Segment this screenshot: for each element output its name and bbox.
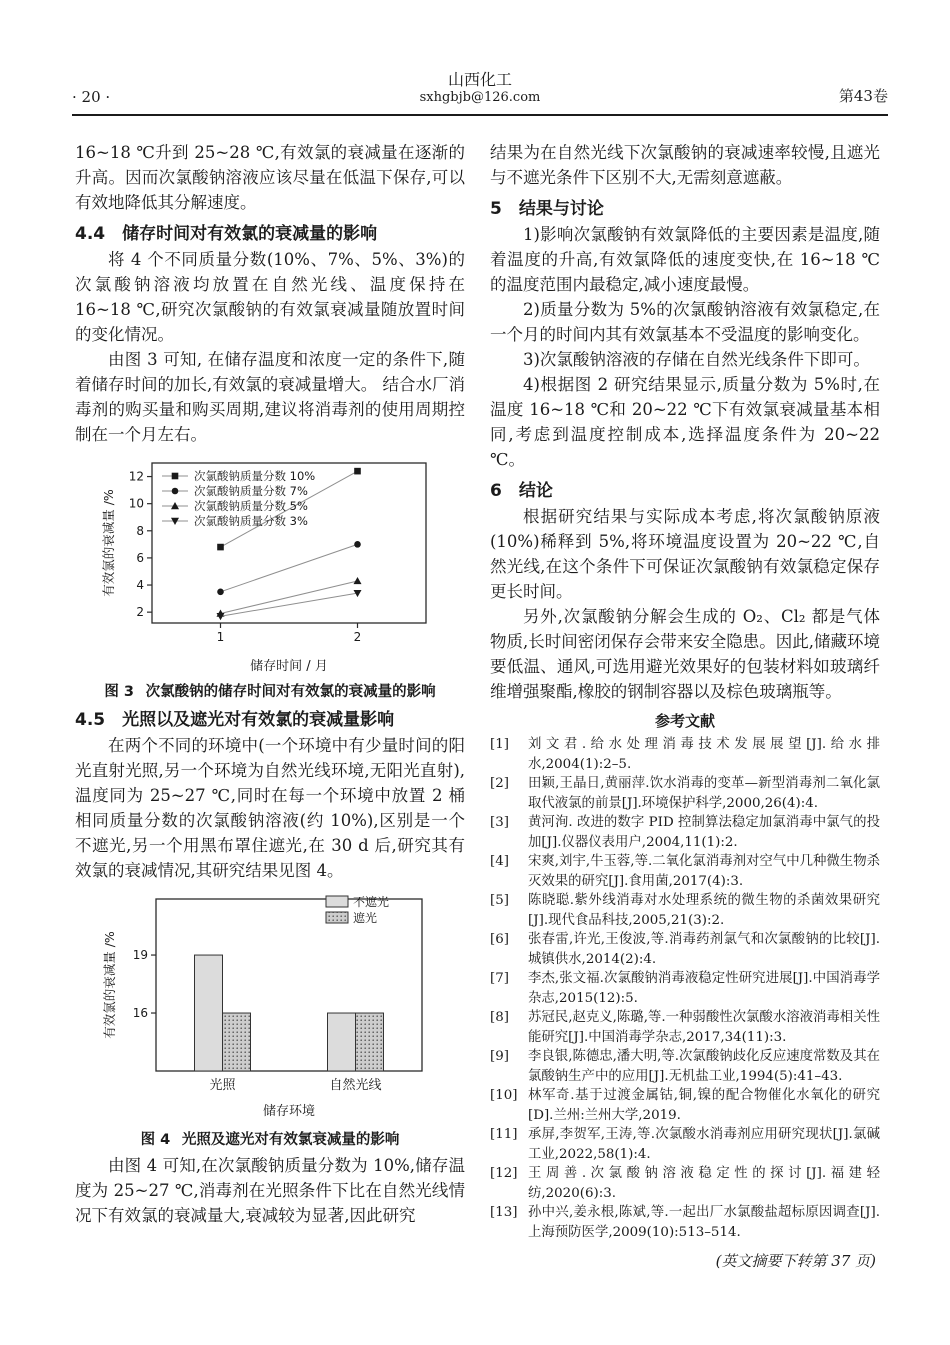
figure-label: 图 4 (140, 1132, 171, 1148)
list-item-paragraph: 4)根据图 2 研究结果显示,质量分数为 5%时,在温度 16~18 ℃和 20~22 ℃下有效氯衰减量基本相同,考虑到温度控制成本,选择温度条件为 20~22 ℃。 (490, 375, 880, 469)
svg-text:1: 1 (216, 630, 225, 644)
svg-text:次氯酸钠质量分数 5%: 次氯酸钠质量分数 5% (194, 499, 308, 513)
paragraph: 16~18 ℃升到 25~28 ℃,有效氯的衰减量在逐渐的升高。因而次氯酸钠溶液应该尽量在低温下保存,可以有效地降低其分解速度。 (75, 143, 465, 212)
reference-item: [6] 张春雷,许光,王俊波,等.消毒药剂氯气和次氯酸钠的比较[J].城镇供水,2014(2):4. (490, 932, 880, 967)
section-title: 储存时间对有效氯的衰减量的影响 (122, 224, 378, 244)
figure-3-line-chart (100, 455, 440, 677)
list-item-paragraph: 2)质量分数为 5%的次氯酸钠溶液有效氯稳定,在一个月的时间内其有效氯基本不受温度的影响变化。 (490, 300, 880, 344)
list-item-paragraph: 1)影响次氯酸钠有效氯降低的主要因素是温度,随着温度的升高,有效氯降低的速度变快,在 16~18 ℃的温度范围内最稳定,减小速度最慢。 (490, 225, 880, 294)
svg-text:10: 10 (128, 496, 144, 511)
paragraph: 将 4 个不同质量分数(10%、7%、5%、3%)的次氯酸钠溶液均放置在自然光线、温度保持在 16~18 ℃,研究次氯酸钠的有效氯衰减量随放置时间的变化情况。 (75, 250, 465, 344)
svg-text:8: 8 (136, 523, 144, 538)
svg-text:遮光: 遮光 (353, 911, 378, 925)
svg-text:2: 2 (353, 630, 362, 644)
section-number: 4.4 (75, 224, 106, 244)
reference-item: [12] 王周善.次氯酸钠溶液稳定性的探讨[J].福建轻纺,2020(6):3. (490, 1166, 880, 1201)
figure-3 (75, 455, 465, 701)
reference-item: [4] 宋爽,刘宇,牛玉蓉,等.二氧化氯消毒剂对空气中几种微生物杀灭效果的研究[J].食用菌,2017(4):3. (490, 854, 880, 889)
reference-item: [7] 李杰,张文福.次氯酸钠消毒液稳定性研究进展[J].中国消毒学杂志,2015(12):5. (490, 971, 880, 1006)
two-column-body (75, 140, 880, 1271)
reference-item: [10] 林军奇.基于过渡金属钴,铜,镍的配合物催化水氧化的研究[D].兰州:兰州大学,2019. (490, 1088, 880, 1123)
svg-text:19: 19 (132, 948, 148, 963)
section-title: 光照以及遮光对有效氯的衰减量影响 (122, 710, 395, 730)
figure-4-caption (75, 1128, 465, 1149)
section-number: 6 (490, 481, 502, 501)
right-column (490, 140, 880, 1271)
svg-text:次氯酸钠质量分数 3%: 次氯酸钠质量分数 3% (194, 514, 308, 528)
section-heading-4-4 (75, 219, 465, 244)
section-heading-4-5 (75, 705, 465, 730)
reference-item: [11] 承屏,李贺军,王涛,等.次氯酸水消毒剂应用研究现状[J].氯碱工业,2022,58(1):4. (490, 1127, 880, 1162)
paragraph: 根据研究结果与实际成本考虑,将次氯酸钠原液(10%)稀释到 5%,将环境温度设置为 20~22 ℃,自然光线,在这个条件下可保证次氯酸钠有效氯稳定保存更长时间。 (490, 507, 880, 601)
reference-item: [3] 黄河洵. 改进的数字 PID 控制算法稳定加氯消毒中氯气的投加[J].仪器仪表用户,2004,11(1):2. (490, 815, 880, 850)
svg-text:2: 2 (136, 605, 144, 620)
svg-text:12: 12 (128, 469, 144, 484)
left-column (75, 140, 465, 1271)
page-number: · 20 · (72, 88, 111, 107)
figure-4 (75, 891, 465, 1149)
svg-text:次氯酸钠质量分数 10%: 次氯酸钠质量分数 10% (194, 469, 316, 483)
reference-item: [8] 苏冠民,赵克义,陈璐,等.一种弱酸性次氯酸水溶液消毒相关性能研究[J].中国消毒学杂志,2017,34(11):3. (490, 1010, 880, 1045)
figure-3-caption (75, 680, 465, 701)
references-heading: 参考文献 (654, 712, 715, 730)
continuation-note: (英文摘要下转第 37 页) (715, 1252, 876, 1270)
svg-text:储存时间 / 月: 储存时间 / 月 (250, 659, 328, 673)
paragraph: 另外,次氯酸钠分解会生成的 O₂、Cl₂ 都是气体物质,长时间密闭保存会带来安全隐患。因此,储藏环境要低温、通风,可选用避光效果好的包装材料如玻璃纤维增强聚酯,橡胶的钢制容器以及棕色玻璃瓶等。 (490, 607, 880, 701)
figure-4-bar-chart (100, 891, 440, 1125)
svg-text:次氯酸钠质量分数 7%: 次氯酸钠质量分数 7% (194, 484, 308, 498)
volume-label: 第43卷 (838, 87, 888, 106)
figure-caption-text: 次氯酸钠的储存时间对有效氯的衰减量的影响 (145, 684, 436, 700)
paragraph: 结果为在自然光线下次氯酸钠的衰减速率较慢,且遮光与不遮光条件下区别不大,无需刻意遮蔽。 (490, 143, 880, 187)
section-number: 4.5 (75, 710, 106, 730)
references-list (490, 735, 880, 1242)
paragraph: 由图 3 可知, 在储存温度和浓度一定的条件下,随着储存时间的加长,有效氯的衰减量增大。 结合水厂消毒剂的购买量和购买周期,建议将消毒剂的使用周期控制在一个月左右。 (75, 350, 465, 444)
list-item-paragraph: 3)次氯酸钠溶液的存储在自然光线条件下即可。 (523, 350, 870, 369)
section-heading-6 (490, 476, 880, 501)
section-heading-5 (490, 194, 880, 219)
reference-item: [13] 孙中兴,姜永根,陈斌,等.一起出厂水氯酸盐超标原因调查[J].上海预防医学,2009(10):513–514. (490, 1205, 880, 1240)
reference-item: [1] 刘文君.给水处理消毒技术发展展望[J].给水排水,2004(1):2–5. (490, 737, 880, 772)
reference-item: [5] 陈晓聪.紫外线消毒对水处理系统的微生物的杀菌效果研究[J].现代食品科技,2005,21(3):2. (490, 893, 880, 928)
svg-text:不遮光: 不遮光 (353, 895, 390, 909)
svg-text:有效氯的衰减量 /%: 有效氯的衰减量 /% (102, 931, 117, 1039)
paragraph: 由图 4 可知,在次氯酸钠质量分数为 10%,储存温度为 25~27 ℃,消毒剂在光照条件下比在自然光线情况下有效氯的衰减量大,衰减较为显著,因此研究 (75, 1156, 465, 1225)
journal-email: sxhgbjb@126.com (419, 90, 541, 105)
journal-name: 山西化工 (447, 70, 512, 89)
svg-text:光照: 光照 (209, 1078, 236, 1093)
svg-text:有效氯的衰减量 /%: 有效氯的衰减量 /% (101, 489, 116, 597)
section-number: 5 (490, 199, 502, 219)
svg-text:储存环境: 储存环境 (262, 1104, 316, 1119)
reference-item: [9] 李良银,陈德忠,潘大明,等.次氯酸钠歧化反应速度常数及其在氯酸钠生产中的应用[J].无机盐工业,1994(5):41–43. (490, 1049, 880, 1084)
paragraph: 在两个不同的环境中(一个环境中有少量时间的阳光直射光照,另一个环境为自然光线环境,无阳光直射),温度同为 25~27 ℃,同时在每一个环境中放置 2 桶相同质量分数的次氯酸钠溶液(约 10%),区别是一个不遮光,另一个用黑布罩住遮光,在 30 d 后,研究其有效氯的衰减情况,其研究结果见图 4。 (75, 736, 465, 880)
journal-block (420, 70, 541, 106)
svg-text:16: 16 (132, 1006, 148, 1021)
figure-label: 图 3 (104, 684, 135, 700)
svg-text:4: 4 (136, 578, 144, 593)
section-title: 结果与讨论 (518, 199, 604, 219)
reference-item: [2] 田颖,王晶日,黄丽萍.饮水消毒的变革—新型消毒剂二氧化氯取代液氯的前景[J].环境保护科学,2000,26(4):4. (490, 776, 880, 811)
section-title: 结论 (518, 481, 553, 501)
page-header (72, 70, 888, 116)
svg-text:自然光线: 自然光线 (329, 1078, 382, 1093)
svg-text:6: 6 (136, 550, 144, 565)
figure-caption-text: 光照及遮光对有效氯衰减量的影响 (181, 1132, 400, 1148)
